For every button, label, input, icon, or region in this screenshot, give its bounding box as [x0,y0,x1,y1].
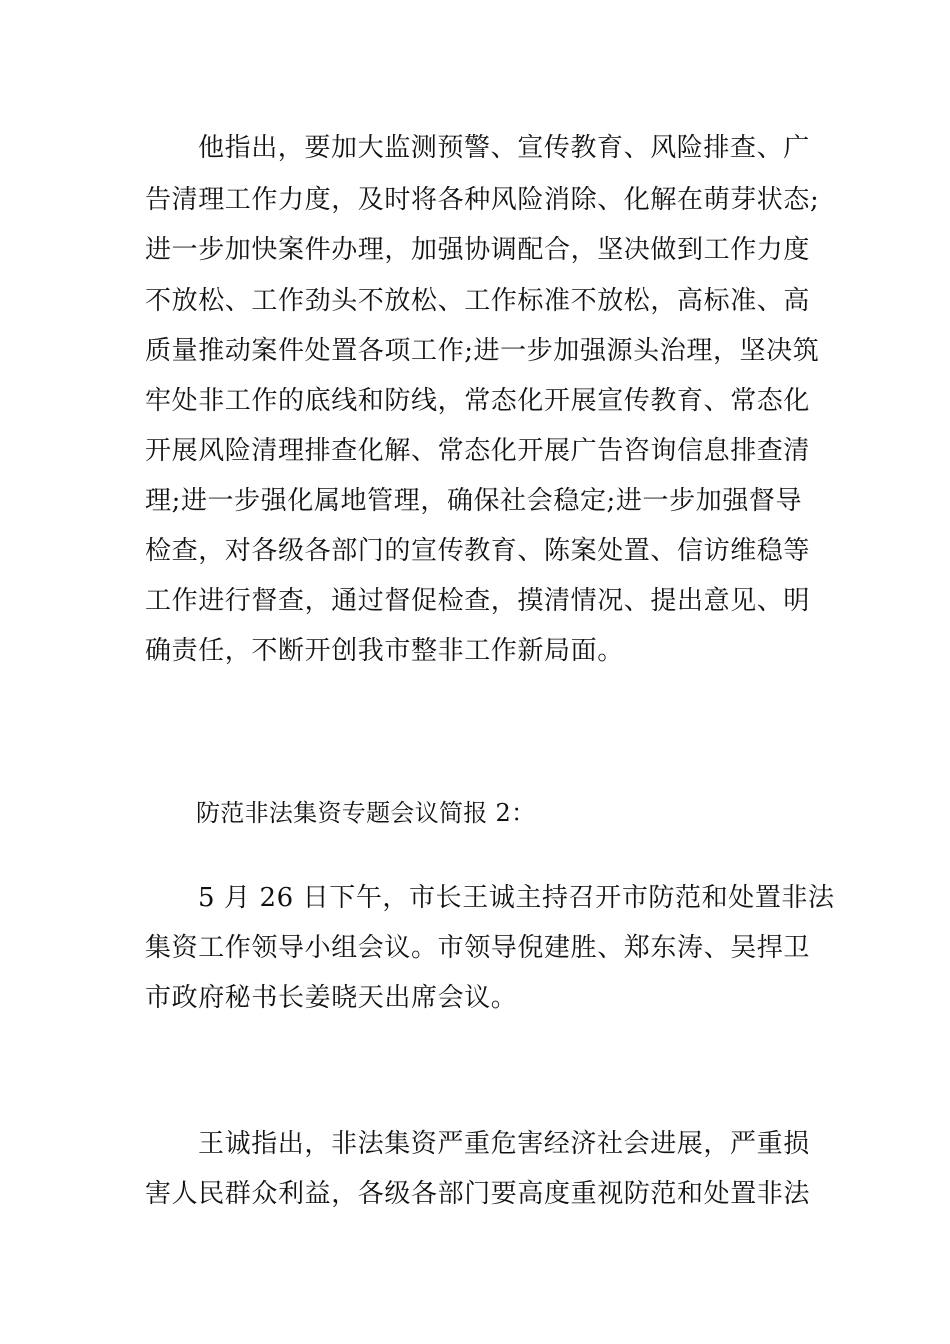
section-heading: 防范非法集资专题会议简报 2： [196,799,536,827]
paragraph-line: 工作进行督查，通过督促检查，摸清情况、提出意见、明 [145,586,811,616]
paragraph-line: 害人民群众利益，各级各部门要高度重视防范和处置非法 [145,1179,811,1209]
paragraph-line: 他指出，要加大监测预警、宣传教育、风险排查、广 [198,133,810,163]
paragraph-line: 质量推动案件处置各项工作;进一步加强源头治理，坚决筑 [145,336,820,366]
paragraph-line: 5 月 26 日下午，市长王诚主持召开市防范和处置非法 [198,883,835,913]
paragraph-line: 牢处非工作的底线和防线，常态化开展宣传教育、常态化 [145,386,811,416]
paragraph-line: 开展风险清理排查化解、常态化开展广告咨询信息排查清 [145,436,811,466]
paragraph-line: 集资工作领导小组会议。市领导倪建胜、郑东涛、吴捍卫 [145,933,811,963]
paragraph-line: 市政府秘书长姜晓天出席会议。 [145,983,518,1013]
paragraph-line: 理;进一步强化属地管理，确保社会稳定;进一步加强督导 [145,486,803,516]
paragraph-line: 确责任，不断开创我市整非工作新局面。 [145,636,624,666]
paragraph-line: 不放松、工作劲头不放松、工作标准不放松，高标准、高 [145,286,811,316]
paragraph-line: 王诚指出，非法集资严重危害经济社会进展，严重损 [198,1129,810,1159]
paragraph-line: 进一步加快案件办理，加强协调配合，坚决做到工作力度 [145,235,811,265]
paragraph-line: 告清理工作力度，及时将各种风险消除、化解在萌芽状态; [145,185,820,215]
paragraph-line: 检查，对各级各部门的宣传教育、陈案处置、信访维稳等 [145,536,811,566]
